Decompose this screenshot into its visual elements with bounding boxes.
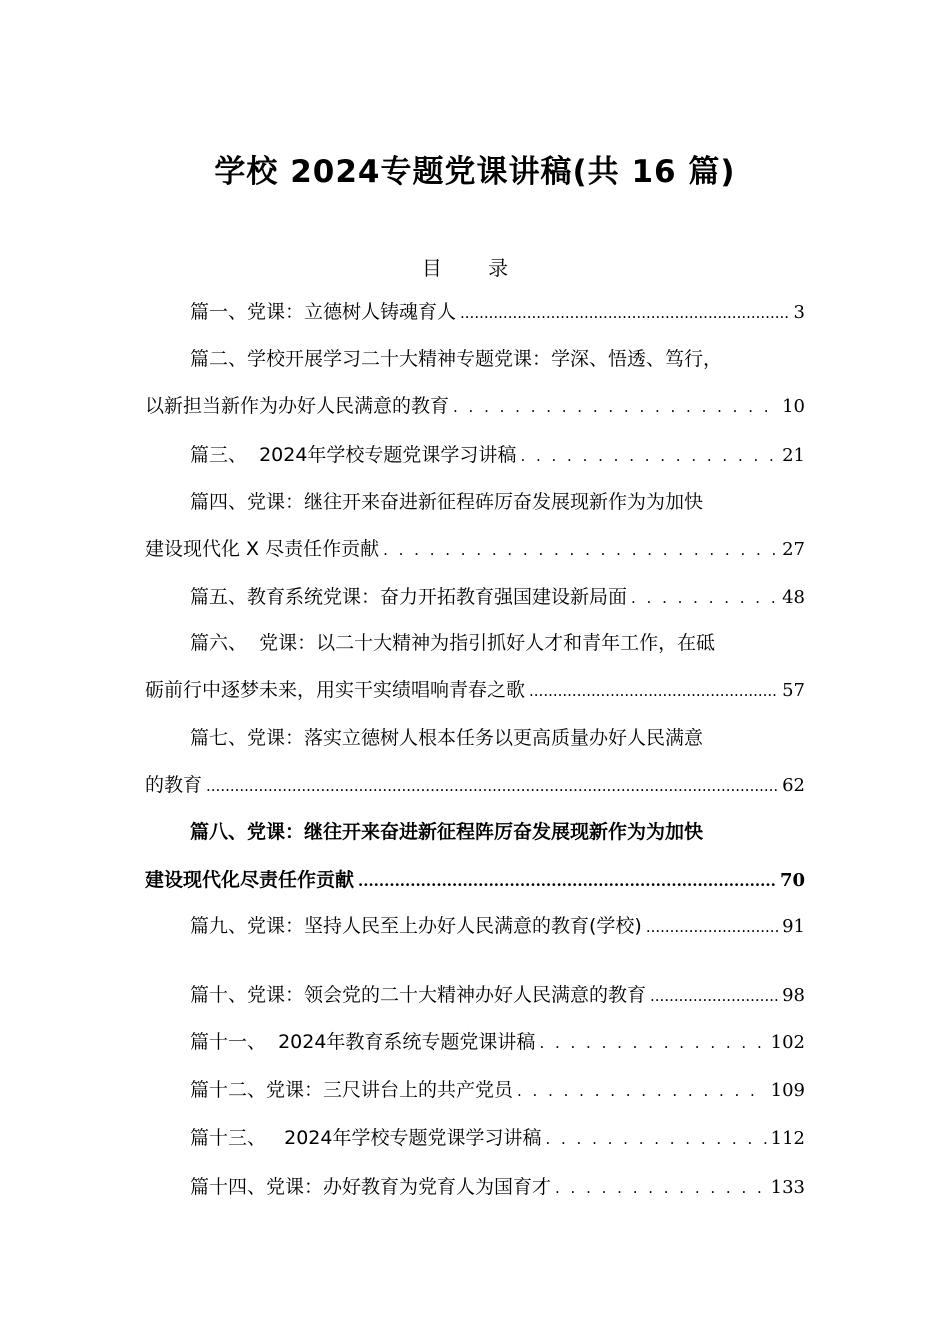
toc-entry-title-cont: 以新担当新作为办好人民满意的教育 bbox=[145, 395, 450, 417]
toc-entry-7-line2[interactable] bbox=[145, 770, 805, 800]
toc-leader-dots bbox=[383, 535, 778, 565]
toc-leader-dots bbox=[520, 441, 778, 471]
toc-entry-12[interactable] bbox=[190, 1075, 805, 1105]
toc-entry-title: 篇十一、 2024年教育系统专题党课讲稿 bbox=[190, 1031, 536, 1053]
toc-entry-13[interactable] bbox=[190, 1123, 805, 1153]
toc-entry-title-cont: 砺前行中逐梦未来，用实干实绩唱响青春之歌 bbox=[145, 679, 526, 701]
toc-entry-title: 篇一、党课：立德树人铸魂育人 bbox=[190, 301, 457, 323]
toc-leader-dots bbox=[631, 583, 778, 613]
toc-entry-6-line2[interactable] bbox=[145, 675, 805, 705]
toc-entry-title-cont: 建设现代化尽责任作贡献 bbox=[145, 869, 355, 891]
toc-page-number: 102 bbox=[770, 1032, 805, 1053]
toc-page-number: 109 bbox=[770, 1080, 805, 1101]
toc-page-number: 3 bbox=[793, 302, 805, 323]
document-title: 学校 2024专题党课讲稿(共 16 篇) bbox=[214, 154, 736, 190]
toc-entry-title: 篇十三、 2024年学校专题党课学习讲稿 bbox=[190, 1127, 542, 1149]
toc-entry-title: 篇七、党课：落实立德树人根本任务以更高质量办好人民满意 bbox=[190, 727, 704, 749]
toc-entry-3[interactable] bbox=[190, 440, 805, 470]
toc-entry-title: 篇三、 2024年学校专题党课学习讲稿 bbox=[190, 444, 517, 466]
toc-leader-dots bbox=[529, 676, 778, 706]
toc-leader-dots bbox=[206, 771, 778, 801]
toc-entry-title: 篇五、教育系统党课：奋力开拓教育强国建设新局面 bbox=[190, 586, 628, 608]
toc-leader-dots bbox=[460, 298, 790, 328]
toc-leader-dots bbox=[646, 912, 778, 942]
toc-entry-4-line2[interactable] bbox=[145, 534, 805, 564]
toc-page-number: 70 bbox=[779, 870, 805, 891]
toc-page-number: 112 bbox=[770, 1128, 805, 1149]
toc-leader-dots bbox=[650, 981, 778, 1011]
toc-page-number: 133 bbox=[770, 1177, 805, 1198]
toc-page-number: 98 bbox=[782, 985, 805, 1006]
toc-page-number: 57 bbox=[782, 680, 805, 701]
toc-entry-11[interactable] bbox=[190, 1027, 805, 1057]
toc-leader-dots bbox=[539, 1028, 766, 1058]
toc-heading-text: 目 录 bbox=[421, 256, 529, 280]
toc-leader-dots bbox=[453, 392, 778, 422]
toc-page-number: 10 bbox=[782, 396, 805, 417]
toc-entry-title: 篇九、党课：坚持人民至上办好人民满意的教育(学校) bbox=[190, 915, 642, 937]
toc-entry-title: 篇四、党课：继往开来奋进新征程砗厉奋发展现新作为为加快 bbox=[190, 491, 704, 513]
toc-leader-dots bbox=[545, 1124, 766, 1154]
toc-entry-8-line1[interactable] bbox=[190, 817, 805, 847]
toc-entry-8-line2[interactable] bbox=[145, 865, 805, 895]
toc-entry-2-line2[interactable] bbox=[145, 391, 805, 421]
toc-page-number: 21 bbox=[782, 445, 805, 466]
toc-entry-5[interactable] bbox=[190, 582, 805, 612]
toc-entry-1[interactable] bbox=[190, 297, 805, 327]
toc-entry-title-cont: 建设现代化 X 尽责任作贡献 bbox=[145, 538, 380, 560]
toc-heading bbox=[0, 252, 950, 281]
toc-entry-title: 篇八、党课：继往开来奋进新征程阵厉奋发展现新作为为加快 bbox=[190, 821, 704, 843]
toc-leader-dots bbox=[555, 1173, 767, 1203]
toc-entry-title-cont: 的教育 bbox=[145, 774, 203, 796]
toc-entry-title: 篇六、 党课：以二十大精神为指引抓好人才和青年工作，在砥 bbox=[190, 632, 716, 654]
toc-entry-9[interactable] bbox=[190, 911, 805, 941]
toc-leader-dots bbox=[517, 1076, 767, 1106]
toc-page-number: 62 bbox=[782, 775, 805, 796]
toc-entry-7-line1[interactable] bbox=[190, 723, 805, 753]
toc-page-number: 91 bbox=[782, 916, 805, 937]
toc-entry-14[interactable] bbox=[190, 1172, 805, 1202]
toc-entry-6-line1[interactable] bbox=[190, 628, 805, 658]
toc-entry-10[interactable] bbox=[190, 980, 805, 1010]
toc-leader-dots bbox=[358, 866, 776, 896]
toc-page-number: 48 bbox=[782, 587, 805, 608]
toc-entry-2-line1[interactable] bbox=[190, 344, 805, 374]
toc-entry-title: 篇十二、党课：三尺讲台上的共产党员 bbox=[190, 1079, 514, 1101]
toc-page-number: 27 bbox=[782, 539, 805, 560]
toc-entry-title: 篇十、党课：领会党的二十大精神办好人民满意的教育 bbox=[190, 984, 647, 1006]
toc-entry-title: 篇二、学校开展学习二十大精神专题党课：学深、悟透、笃行， bbox=[190, 348, 723, 370]
toc-entry-title: 篇十四、党课：办好教育为党育人为国育才 bbox=[190, 1176, 552, 1198]
toc-entry-4-line1[interactable] bbox=[190, 487, 805, 517]
